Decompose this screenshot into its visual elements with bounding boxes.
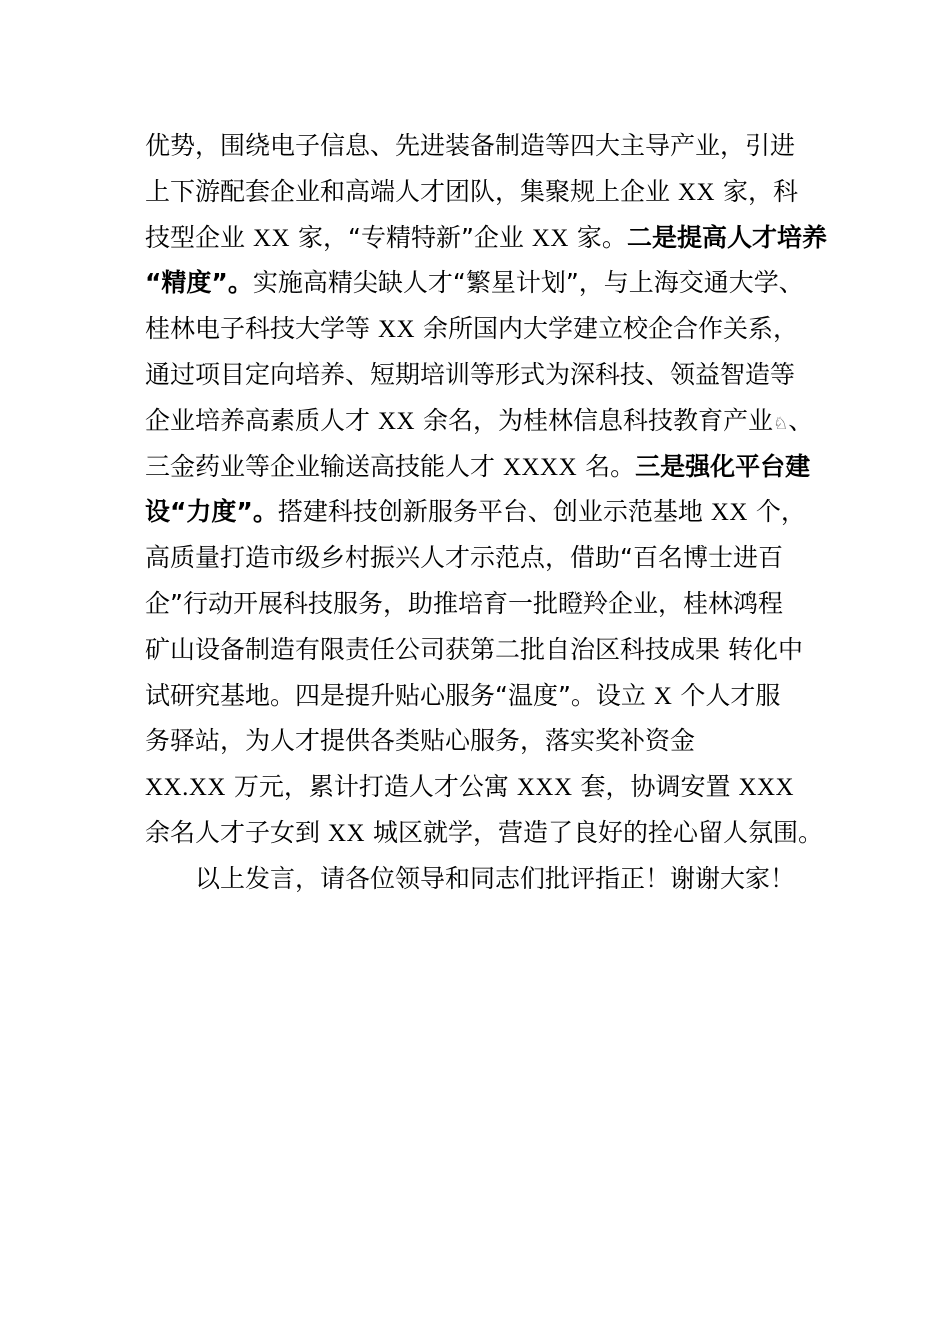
text-line	[145, 260, 825, 306]
text-segment: 试研究基地。四是提升贴心服务“温度”。设立	[145, 680, 654, 710]
text-line	[145, 535, 825, 581]
text-segment: XXXX	[502, 453, 578, 481]
text-segment: 家，“专精特新”企业	[290, 222, 532, 252]
text-segment: 务驿站，为人才提供各类贴心服务，落实奖补资金	[145, 726, 696, 756]
text-segment: 高质量打造市级乡村振兴人才示范点，借助“百名博士进百	[145, 543, 783, 573]
text-segment: 上下游配套企业和高端人才团队，集聚规上企业	[145, 176, 678, 206]
text-segment: XXX	[516, 774, 573, 802]
text-segment: 三金药业等企业输送高技能人才	[145, 451, 503, 481]
text-segment: 个，	[747, 497, 806, 527]
text-line	[145, 306, 825, 352]
text-segment: XX	[327, 819, 366, 847]
text-segment: 桂林电子科技大学等	[145, 314, 378, 344]
text-segment: 家。	[568, 222, 627, 252]
text-line	[145, 718, 825, 764]
text-line	[145, 764, 825, 810]
text-line	[145, 123, 825, 169]
closing-line	[145, 856, 825, 902]
text-line	[145, 627, 825, 673]
text-line	[145, 581, 825, 627]
document-body	[145, 123, 825, 902]
text-segment: XX	[531, 224, 569, 252]
text-segment: 余名，为桂林信息科技教育产业	[415, 405, 774, 435]
text-segment: XX	[377, 316, 416, 344]
text-line	[145, 444, 825, 490]
text-segment: 城区就学，营造了良好的拴心留人氛围。	[365, 817, 824, 847]
text-segment: XX	[252, 224, 291, 252]
text-line	[145, 352, 825, 398]
text-segment: 搭建科技创新服务平台、创业示范基地	[277, 497, 711, 527]
text-line	[145, 169, 825, 215]
text-segment: 余所国内大学建立校企合作关系，	[415, 314, 799, 344]
text-segment: XX	[710, 499, 748, 527]
text-segment: 矿山设备制造有限责任公司获第二批自治区科技成果 转化中	[145, 634, 803, 664]
text-segment: 优势，围绕电子信息、先进装备制造等四大主导产业，引进	[145, 131, 796, 160]
bold-heading-text: 三是强化平台建	[635, 451, 811, 481]
text-segment: 企”行动开展科技服务，助推培育一批瞪羚企业，桂林鸿程	[145, 588, 783, 618]
text-segment: XX.XX	[145, 774, 226, 802]
text-line	[145, 215, 825, 261]
text-segment: 以上发言，请各位领导和同志们批评指正！谢谢大家！	[195, 863, 796, 893]
text-segment: 套，协调安置	[572, 772, 739, 802]
text-segment: 家，科	[715, 176, 799, 206]
text-segment: 万元，累计打造人才公寓	[225, 772, 517, 802]
text-segment: 名。	[577, 451, 636, 481]
text-line	[145, 673, 825, 719]
text-segment: 实施高精尖缺人才“繁星计划”，与上海交通大学、	[252, 268, 804, 298]
bold-heading-text: 二是提高人才培养	[626, 222, 827, 252]
text-segment: XX	[377, 407, 416, 435]
text-segment: 企业培养高素质人才	[145, 405, 378, 435]
text-segment: XX	[677, 178, 716, 206]
text-segment: 余名人才子女到	[145, 817, 328, 847]
text-segment: 、	[788, 405, 814, 435]
text-line	[145, 489, 825, 535]
text-segment: XXX	[738, 774, 795, 802]
text-line	[145, 398, 825, 444]
text-segment: 技型企业	[145, 222, 253, 252]
text-segment: 个人才服	[672, 680, 781, 710]
bold-heading-text: 设“力度”。	[145, 497, 278, 527]
text-segment: 通过项目定向培养、短期培训等形式为深科技、领益智造等	[145, 359, 796, 389]
inline-glyph-icon: ♘	[773, 413, 789, 434]
text-line	[145, 810, 825, 856]
bold-heading-text: “精度”。	[145, 268, 253, 298]
text-segment: X	[653, 682, 673, 710]
